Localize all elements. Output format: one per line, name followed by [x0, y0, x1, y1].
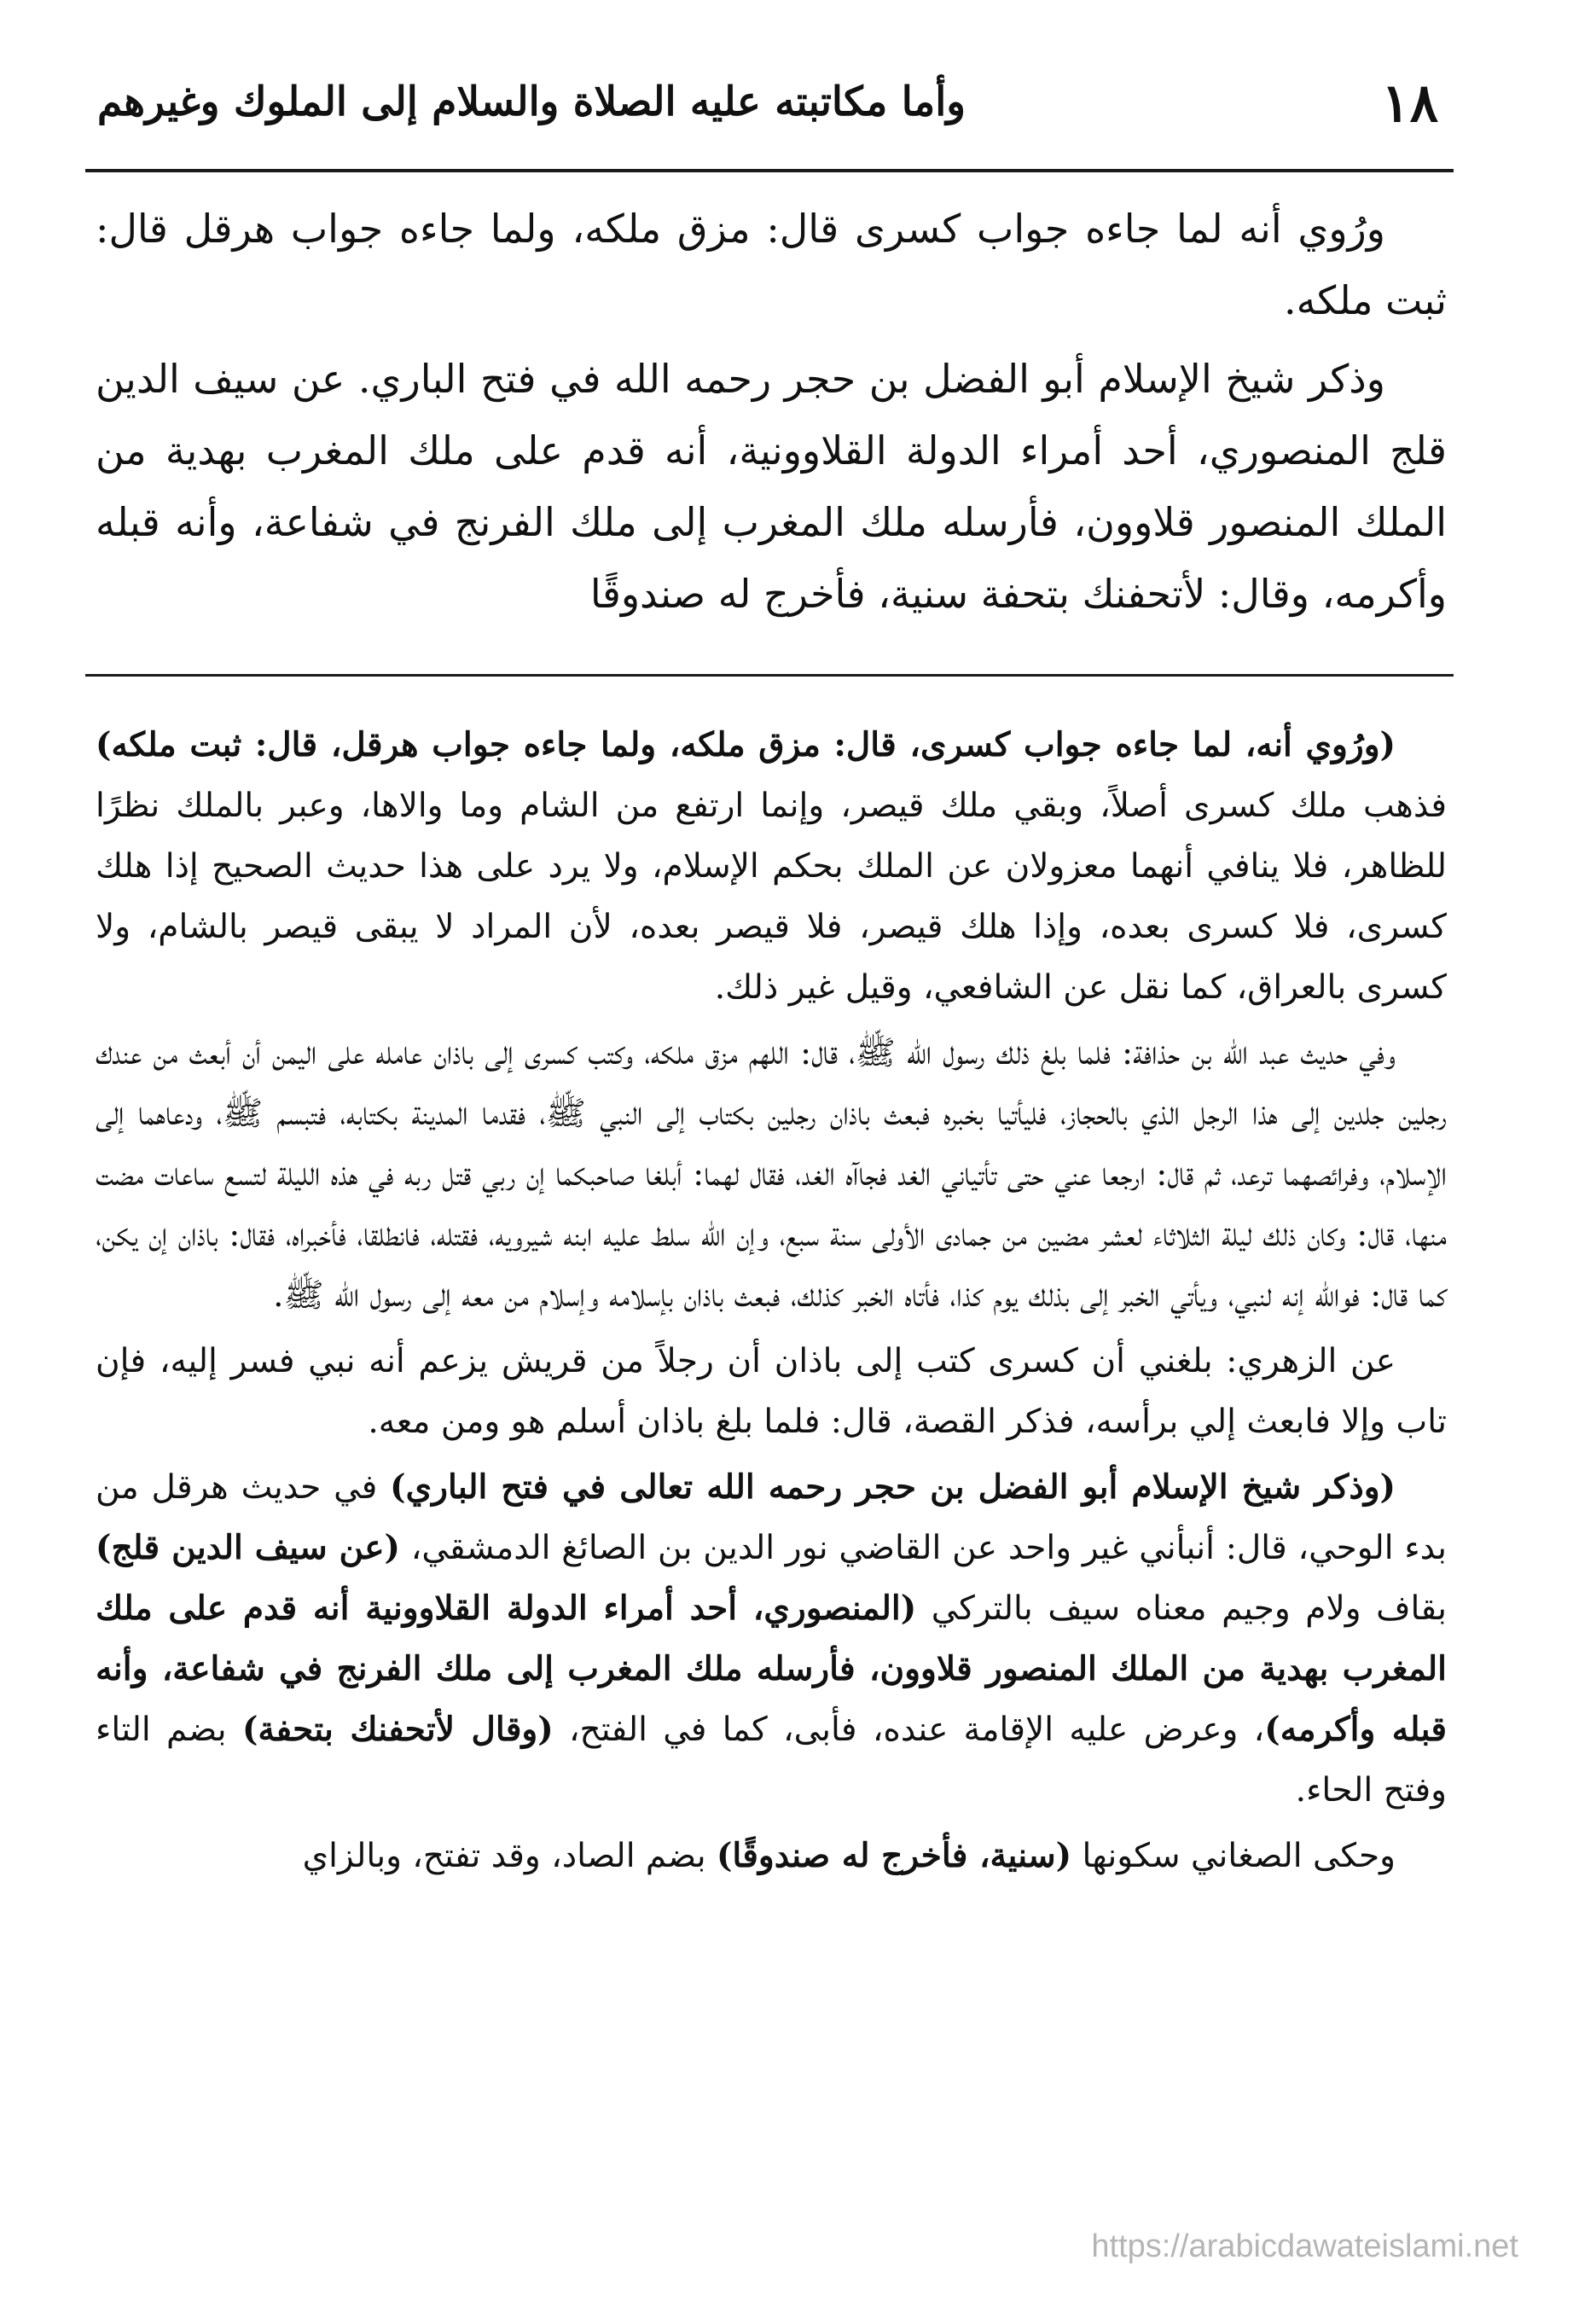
- commentary-span: في حديث هرقل من بدء الوحي، قال: أنبأني غير واحد عن القاضي نور الدين بن الصائغ الدمشقي،: [96, 1468, 1448, 1567]
- quoted-text: (سنية، فأخرج له صندوقًا): [716, 1836, 1072, 1875]
- commentary-text: [96, 715, 1447, 1891]
- quoted-text: (وقال لأتحفنك بتحفة): [241, 1710, 554, 1749]
- quoted-text: (وذكر شيخ الإسلام أبو الفضل بن حجر رحمه الله تعالى في فتح الباري): [390, 1467, 1396, 1507]
- commentary-paragraph: [96, 1457, 1447, 1821]
- header-divider: [85, 169, 1454, 172]
- main-paragraph: وذكر شيخ الإسلام أبو الفضل بن حجر رحمه الله في فتح الباري. عن سيف الدين قلج المنصوري، أحد أمراء الدولة القلاوونية، أنه قدم على ملك المغرب بهدية من الملك المنصور قلاوون، فأرسله ملك المغرب إلى ملك الفرنج في شفاعة، وأنه قبله وأكرمه، وقال: لأتحفنك بتحفة سنية، فأخرج له صندوقًا: [96, 356, 1447, 617]
- page-number: ١٨: [1381, 72, 1438, 134]
- commentary-paragraph: [96, 715, 1447, 1018]
- main-text: [96, 193, 1447, 636]
- watermark-url: https://arabicdawateislami.net: [1091, 2228, 1518, 2264]
- commentary-span: بضم الصاد، وقد تفتح، وبالزاي: [302, 1837, 717, 1875]
- quoted-text: (المنصوري، أحد أمراء الدولة القلاوونية أنه قدم على ملك المغرب بهدية من الملك المنصور قلاوون، فأرسله ملك المغرب إلى ملك الفرنج في شفاعة، وأنه قبله وأكرمه): [96, 1589, 1448, 1749]
- commentary-span: وحكى الصغاني سكونها: [1071, 1837, 1396, 1875]
- quoted-text: (عن سيف الدين قلج): [96, 1528, 400, 1567]
- main-paragraph: ورُوي أنه لما جاءه جواب كسرى قال: مزق ملكه، ولما جاءه جواب هرقل قال: ثبت ملكه.: [96, 206, 1447, 323]
- page-header: [85, 60, 1454, 154]
- commentary-paragraph: عن الزهري: بلغني أن كسرى كتب إلى باذان أن رجلاً من قريش يزعم أنه نبي فسر إليه، فإن تاب وإلا فابعث إلي برأسه، فذكر القصة، قال: فلما بلغ باذان أسلم هو ومن معه.: [96, 1342, 1447, 1441]
- commentary-span: ، وعرض عليه الإقامة عنده، فأبى، كما في الفتح،: [553, 1711, 1265, 1749]
- running-title: وأما مكاتبته عليه الصلاة والسلام إلى الملوك وغيرهم: [97, 78, 966, 125]
- quoted-text: (ورُوي أنه، لما جاءه جواب كسرى، قال: مزق ملكه، ولما جاءه جواب هرقل، قال: ثبت ملكه): [96, 725, 1396, 764]
- commentary-span: بضم التاء وفتح الحاء.: [96, 1711, 1447, 1810]
- commentary-span: بقاف ولام وجيم معناه سيف بالتركي: [916, 1589, 1447, 1628]
- commentary-paragraph: وفي حديث عبد الله بن حذافة: فلما بلغ ذلك رسول الله ﷺ، قال: اللهم مزق ملكه، وكتب كسرى إلى باذان عامله على اليمن أن أبعث من عندك رجلين جلدين إلى هذا الرجل الذي بالحجاز، فليأتيا بخبره فبعث باذان رجلين بكتاب إلى النبي ﷺ، فقدما المدينة بكتابه، فتبسم ﷺ، ودعاهما إلى الإسلام، وفرائصهما ترعد، ثم قال: ارجعا عني حتى تأتياني الغد فجاآه الغد، فقال لهما: أبلغا صاحبكما إن ربي قتل ربه في هذه الليلة لتسع ساعات مضت منها، قال: وكان ذلك ليلة الثلاثاء لعشر مضين من جمادى الأولى سنة سبع، وإن الله سلط عليه ابنه شيرويه، فقتله، فانطلقا، فأخبراه، فقال: باذان إن يكن، كما قال: فوالله إنه لنبي، ويأتي الخبر إلى بذلك يوم كذا، فأتاه الخبر كذلك، فبعث باذان بإسلامه وإسلام من معه إلى رسول الله ﷺ.: [96, 1034, 1447, 1315]
- commentary-span: فذهب ملك كسرى أصلاً، وبقي ملك قيصر، وإنما ارتفع من الشام وما والاها، وعبر بالملك نظرًا للظاهر، فلا ينافي أنهما معزولان عن الملك بحكم الإسلام، ولا يرد على هذا حديث الصحيح إذا هلك كسرى، فلا كسرى بعده، وإذا هلك قيصر، فلا قيصر بعده، لأن المراد لا يبقى قيصر بالشام، ولا كسرى بالعراق، كما نقل عن الشافعي، وقيل غير ذلك.: [96, 787, 1447, 1007]
- commentary-paragraph: [96, 1826, 1447, 1886]
- commentary-divider: [85, 674, 1454, 677]
